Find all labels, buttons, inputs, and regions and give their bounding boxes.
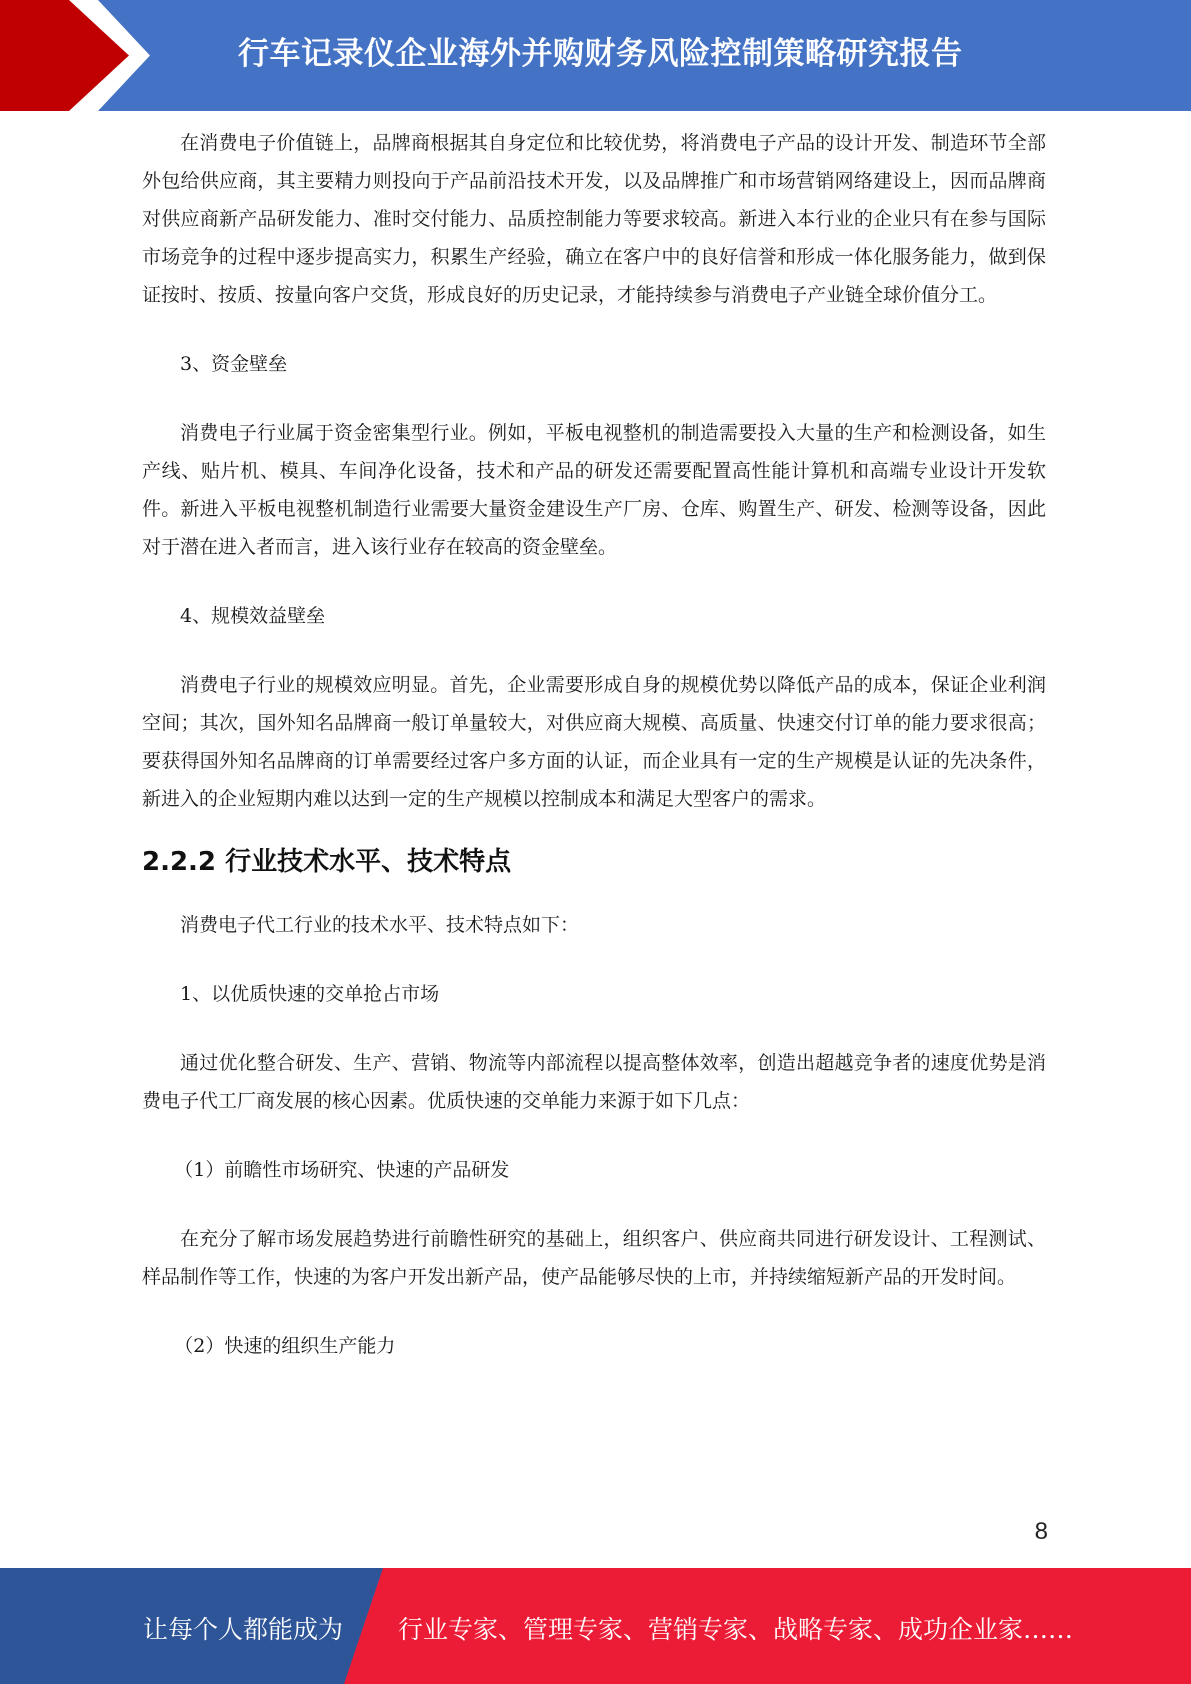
- paragraph-scale-barrier: 消费电子行业的规模效应明显。首先，企业需要形成自身的规模优势以降低产品的成本，保证企业利润空间；其次，国外知名品牌商一般订单量较大，对供应商大规模、高质量、快速交付订单的能力要求很高；要获得国外知名品牌商的订单需要经过客户多方面的认证，而企业具有一定的生产规模是认证的先决条件，新进入的企业短期内难以达到一定的生产规模以控制成本和满足大型客户的需求。: [142, 674, 1046, 810]
- footer-slogan-right: 行业专家、管理专家、营销专家、战略专家、成功企业家……: [398, 1615, 1074, 1644]
- paragraph-value-chain: 在消费电子价值链上，品牌商根据其自身定位和比较优势，将消费电子产品的设计开发、制造环节全部外包给供应商，其主要精力则投向于产品前沿技术开发，以及品牌推广和市场营销网络建设上，因而品牌商对供应商新产品研发能力、准时交付能力、品质控制能力等要求较高。新进入本行业的企业只有在参与国际市场竞争的过程中逐步提高实力，积累生产经验，确立在客户中的良好信誉和形成一体化服务能力，做到保证按时、按质、按量向客户交货，形成良好的历史记录，才能持续参与消费电子产业链全球价值分工。: [142, 132, 1046, 306]
- subheading-production-capacity: （2）快速的组织生产能力: [174, 1335, 396, 1357]
- footer-slogan-left: 让每个人都能成为: [143, 1615, 344, 1644]
- paragraph-capital-barrier: 消费电子行业属于资金密集型行业。例如，平板电视整机的制造需要投入大量的生产和检测设备，如生产线、贴片机、模具、车间净化设备，技术和产品的研发还需要配置高性能计算机和高端专业设计开发软件。新进入平板电视整机制造行业需要大量资金建设生产厂房、仓库、购置生产、研发、检测等设备，因此对于潜在进入者而言，进入该行业存在较高的资金壁垒。: [142, 422, 1046, 558]
- page-footer: [0, 1568, 1191, 1684]
- subheading-fast-delivery: 1、以优质快速的交单抢占市场: [180, 983, 440, 1005]
- subheading-scale-barrier: 4、规模效益壁垒: [180, 605, 326, 627]
- page-header: [0, 0, 1191, 111]
- subheading-market-research: （1）前瞻性市场研究、快速的产品研发: [174, 1159, 510, 1181]
- page-number: 8: [1034, 1518, 1048, 1545]
- section-heading-tech-level: 2.2.2 行业技术水平、技术特点: [142, 847, 512, 877]
- paragraph-tech-intro: 消费电子代工行业的技术水平、技术特点如下：: [180, 914, 580, 936]
- paragraph-fast-delivery: 通过优化整合研发、生产、营销、物流等内部流程以提高整体效率，创造出超越竞争者的速度优势是消费电子代工厂商发展的核心因素。优质快速的交单能力来源于如下几点：: [142, 1052, 1046, 1112]
- page-content: [142, 124, 1046, 1396]
- paragraph-market-research: 在充分了解市场发展趋势进行前瞻性研究的基础上，组织客户、供应商共同进行研发设计、工程测试、样品制作等工作，快速的为客户开发出新产品，使产品能够尽快的上市，并持续缩短新产品的开发时间。: [142, 1228, 1046, 1288]
- report-title: 行车记录仪企业海外并购财务风险控制策略研究报告: [238, 36, 963, 72]
- subheading-capital-barrier: 3、资金壁垒: [180, 353, 288, 375]
- header-red-chevron-icon: [0, 0, 160, 111]
